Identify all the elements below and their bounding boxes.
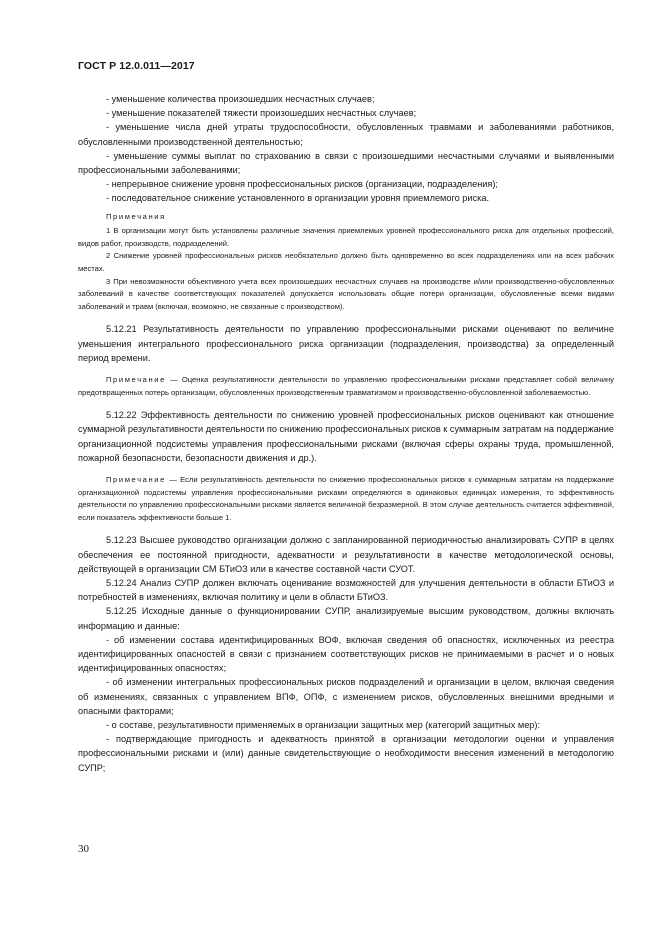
note-text: — Если результативность деятельности по снижению профессиональных рисков к суммарным затратам на поддержание организационной подсистемы управления профессиональными рисками определяются в одинаковых единицах измерения, то эффективность деятельности по управлению профессиональными рисками является величиной безразмерной. В этом случае деятельность считается эффективной, если показатель эффективности больше 1. (78, 474, 614, 522)
note-item: 1 В организации могут быть установлены различные значения приемлемых уровней профессионального риска для отдельных профессий, видов работ, производств, подразделений. (78, 226, 614, 248)
note-5-12-21 (78, 374, 614, 399)
paragraph-5-12-23: 5.12.23 Высшее руководство организации должно с запланированной периодичностью анализировать СУПР в целях обеспечения ее постоянной пригодности, адекватности и результативности в качестве методологической основы, действующей в организации СМ БТиОЗ или в качестве составной части СУОТ. (78, 535, 614, 574)
notes-title: Примечания (106, 211, 166, 221)
list-item: - об изменении интегральных профессиональных рисков подразделений и организации в целом, включая сведения об изменениях, связанных с управлением ВПФ, ОПФ, с изменением рисков, обусловленных внешними вредными и опасными факторами; (78, 677, 614, 716)
note-label: Примечание (106, 374, 166, 384)
note-item: 2 Снижение уровней профессиональных рисков необязательно должно быть одновременно во всех подразделениях или на всех рабочих местах. (78, 251, 614, 273)
list-item: - уменьшение показателей тяжести произошедших несчастных случаев; (106, 108, 417, 119)
list-item: - последовательное снижение установленного в организации уровня приемлемого риска. (106, 193, 490, 204)
list-item: - уменьшение количества произошедших несчастных случаев; (106, 94, 375, 104)
list-item: - непрерывное снижение уровня профессиональных рисков (организации, подразделения); (106, 179, 498, 190)
list-item: - уменьшение числа дней утраты трудоспособности, обусловленных травмами и заболеваниями работников, обусловленными производственной деятельностью; (78, 122, 614, 147)
page-number: 30 (78, 843, 89, 855)
paragraph-5-12-24: 5.12.24 Анализ СУПР должен включать оценивание возможностей для улучшения деятельности в области БТиОЗ и потребностей в изменениях, включая политику и цели в области БТиОЗ. (78, 577, 614, 603)
list-item: - о составе, результативности применяемых в организации защитных мер (категорий защитных мер): (106, 720, 541, 730)
note-5-12-22 (78, 474, 614, 524)
paragraph-5-12-25: 5.12.25 Исходные данные о функционировании СУПР, анализируемые высшим руководством, должны включать информацию и данные: (78, 606, 614, 631)
paragraph-5-12-22: 5.12.22 Эффективность деятельности по снижению уровней профессиональных рисков оценивают как отношение суммарной результативности деятельности по снижению профессиональных рисков к суммарным затратам на поддержание организационной подсистемы управления профессиональными рисками (включая сферы охраны труда, промышленной, пожарной безопасности, безопасности движения и др.). (78, 410, 614, 463)
document-body (78, 92, 614, 775)
list-item: - подтверждающие пригодность и адекватность принятой в организации методологии оценки и управления профессиональными рисками и (или) данные свидетельствующие о необходимости внесения изменений в методологию СУПР; (78, 734, 614, 773)
list-item: - уменьшение суммы выплат по страхованию в связи с произошедшими несчастными случаями и выявленными профессиональными заболеваниями; (78, 150, 614, 176)
note-label: Примечание (106, 474, 166, 484)
paragraph-5-12-21: 5.12.21 Результативность деятельности по управлению профессиональными рисками оценивают по величине уменьшения интегрального профессионального риска организации (подразделения, производства) за определенный период времени. (78, 324, 614, 363)
document-header: ГОСТ Р 12.0.011—2017 (78, 60, 195, 72)
note-text: — Оценка результативности деятельности по управлению профессиональными рисками представляет собой величину предотвращенных потерь организации, обусловленных производственным травматизмом и производственно-обусловленной заболеваемостью. (78, 374, 614, 397)
list-item: - об изменении состава идентифицированных ВОФ, включая сведения об опасностях, исключенных из реестра идентифицированных опасностей в связи с признанием соответствующих рисков не принимаемыми в расчет и о новых идентифицированных опасностях; (78, 634, 614, 674)
note-item: 3 При невозможности объективного учета всех произошедших несчастных случаев на производстве и/или производственно-обусловленных заболеваний в качестве соответствующих показателей допускается использовать общие потери организации, обусловленные всеми видами заболеваний и травм (включая, возможно, не связанные с производством). (78, 276, 614, 311)
